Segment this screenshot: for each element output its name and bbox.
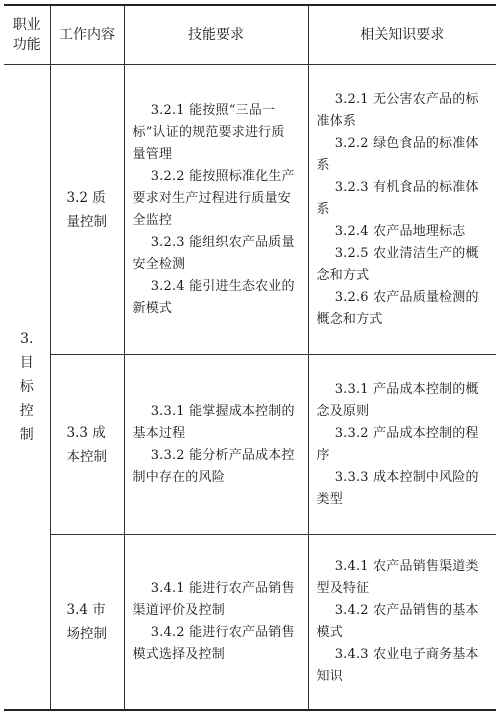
knowledge-item: 3.4.2 农产品销售的基本模式 — [316, 602, 479, 640]
header-row — [4, 5, 496, 65]
table-row — [4, 535, 496, 710]
knowledge-item: 3.4.3 农业电子商务基本知识 — [316, 646, 479, 684]
skill-item: 3.2.2 能按照标准化生产要求对生产过程进行质量安全监控 — [132, 168, 295, 228]
work-content-cell: 3.4 市场控制 — [50, 535, 124, 710]
skill-item: 3.4.1 能进行农产品销售渠道评价及控制 — [132, 580, 295, 618]
skill-cell — [124, 65, 308, 355]
header-work-content: 工作内容 — [50, 5, 124, 65]
header-knowledge: 相关知识要求 — [308, 5, 496, 65]
knowledge-item: 3.2.6 农产品质量检测的概念和方式 — [316, 289, 479, 327]
skill-item: 3.2.1 能按照“三品一标”认证的规范要求进行质量管理 — [132, 102, 285, 162]
work-content-cell: 3.3 成本控制 — [50, 355, 124, 535]
table-row — [4, 65, 496, 355]
header-function: 职业功能 — [4, 5, 50, 65]
function-cell — [4, 65, 50, 710]
skill-item: 3.3.2 能分析产品成本控制中存在的风险 — [132, 447, 295, 485]
knowledge-cell — [308, 65, 496, 355]
knowledge-item: 3.2.3 有机食品的标准体系 — [316, 179, 479, 217]
knowledge-item: 3.3.3 成本控制中风险的类型 — [316, 469, 479, 507]
skill-item: 3.2.3 能组织农产品质量安全检测 — [132, 234, 295, 272]
knowledge-item: 3.2.4 农产品地理标志 — [334, 223, 466, 239]
knowledge-item: 3.2.5 农业清洁生产的概念和方式 — [316, 245, 479, 283]
standard-table — [4, 4, 496, 711]
knowledge-cell — [308, 355, 496, 535]
knowledge-item: 3.4.1 农产品销售渠道类型及特征 — [316, 558, 479, 596]
function-label: 3. 目标控制 — [19, 330, 34, 443]
knowledge-item: 3.2.2 绿色食品的标准体系 — [316, 135, 479, 173]
table-row — [4, 355, 496, 535]
header-skill: 技能要求 — [124, 5, 308, 65]
skill-item: 3.3.1 能掌握成本控制的基本过程 — [132, 403, 295, 441]
skill-item: 3.4.2 能进行农产品销售模式选择及控制 — [132, 624, 295, 662]
skill-cell — [124, 535, 308, 710]
work-content-cell: 3.2 质量控制 — [50, 65, 124, 355]
knowledge-item: 3.2.1 无公害农产品的标准体系 — [316, 91, 479, 129]
knowledge-cell — [308, 535, 496, 710]
skill-item: 3.2.4 能引进生态农业的新模式 — [132, 278, 295, 316]
knowledge-item: 3.3.1 产品成本控制的概念及原则 — [316, 381, 479, 419]
knowledge-item: 3.3.2 产品成本控制的程序 — [316, 425, 479, 463]
skill-cell — [124, 355, 308, 535]
